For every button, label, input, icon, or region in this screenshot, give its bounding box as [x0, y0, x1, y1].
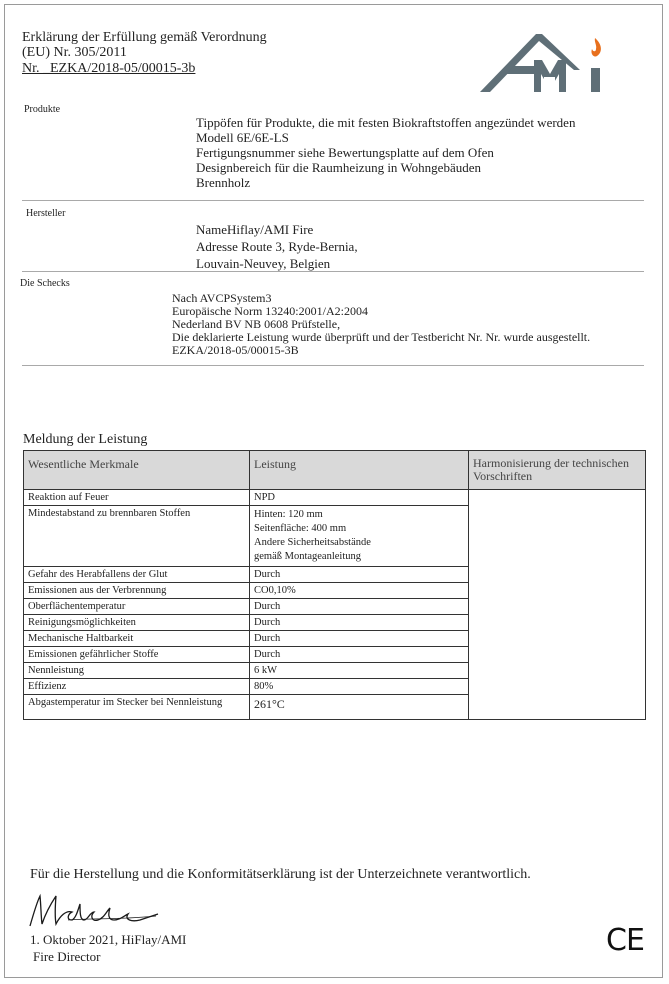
header-harmonization: Harmonisierung der technischen Vorschriften [469, 451, 646, 490]
feature-cell: Gefahr des Herabfallens der Glut [24, 567, 250, 583]
value-cell: Durch [250, 631, 469, 647]
value-cell: Durch [250, 647, 469, 663]
value-cell: 261°C [250, 695, 469, 720]
value-cell: Durch [250, 567, 469, 583]
value-cell: CO0,10% [250, 583, 469, 599]
manufacturer-line: Louvain-Neuvey, Belgien [196, 256, 331, 271]
header-performance: Leistung [250, 451, 469, 490]
signatory-role: Fire Director [33, 949, 101, 964]
checks-line: Nederland BV NB 0608 Prüfstelle, [172, 317, 341, 331]
ce-mark: CE [606, 923, 644, 958]
feature-cell: Reinigungsmöglichkeiten [24, 615, 250, 631]
feature-cell: Abgastemperatur im Stecker bei Nennleistung [24, 695, 250, 720]
signature [28, 890, 163, 932]
value-line: gemäß Montageanleitung [254, 551, 362, 562]
responsibility-statement: Für die Herstellung und die Konformitätserklärung ist der Unterzeichnete verantwortlich. [30, 867, 531, 882]
manufacturer-label: Hersteller [26, 208, 66, 219]
feature-cell: Oberflächentemperatur [24, 599, 250, 615]
checks-line: EZKA/2018-05/00015-3B [172, 343, 299, 357]
table-row [24, 490, 646, 506]
checks-line: Europäische Norm 13240:2001/A2:2004 [172, 304, 368, 318]
products-line: Designbereich für die Raumheizung in Wohngebäuden [196, 160, 481, 175]
value-cell: Durch [250, 599, 469, 615]
feature-cell: Mindestabstand zu brennbaren Stoffen [24, 506, 250, 567]
feature-cell: Mechanische Haltbarkeit [24, 631, 250, 647]
value-cell: NPD [250, 490, 469, 506]
value-cell [250, 506, 469, 567]
value-cell: 6 kW [250, 663, 469, 679]
table-header-row [24, 451, 646, 490]
products-text [196, 115, 575, 190]
value-line: Seitenfläche: 400 mm [254, 523, 347, 534]
performance-table [23, 450, 646, 720]
value-cell: 80% [250, 679, 469, 695]
manufacturer-line: NameHiflay/AMI Fire [196, 222, 314, 237]
products-line: Modell 6E/6E-LS [196, 130, 289, 145]
doc-number: Nr. _EZKA/2018-05/00015-3b [22, 61, 196, 76]
products-line: Tippöfen für Produkte, die mit festen Biokraftstoffen angezündet werden [196, 115, 576, 130]
feature-cell: Emissionen gefährlicher Stoffe [24, 647, 250, 663]
checks-text [172, 292, 590, 357]
header-features: Wesentliche Merkmale [24, 451, 250, 490]
feature-cell: Emissionen aus der Verbrennung [24, 583, 250, 599]
value-cell: Durch [250, 615, 469, 631]
doc-title-line1: Erklärung der Erfüllung gemäß Verordnung [22, 30, 267, 45]
feature-cell: Nennleistung [24, 663, 250, 679]
performance-title: Meldung der Leistung [23, 432, 148, 447]
products-line: Fertigungsnummer siehe Bewertungsplatte auf dem Ofen [196, 145, 494, 160]
ami-logo [476, 30, 606, 96]
value-line: Andere Sicherheitsabstände [254, 537, 371, 548]
doc-title-line2: (EU) Nr. 305/2011 [22, 45, 127, 60]
harmonization-cell [469, 490, 646, 720]
signature-date: 1. Oktober 2021, HiFlay/AMI [30, 932, 187, 947]
products-line: Brennholz [196, 175, 251, 190]
products-label: Produkte [24, 104, 61, 115]
divider [22, 271, 644, 272]
checks-line: Nach AVCPSystem3 [172, 291, 272, 305]
checks-label: Die Schecks [20, 278, 70, 289]
feature-cell: Effizienz [24, 679, 250, 695]
divider [22, 200, 644, 201]
manufacturer-line: Adresse Route 3, Ryde-Bernia, [196, 239, 358, 254]
divider [22, 365, 644, 366]
checks-line: Die deklarierte Leistung wurde überprüft und der Testbericht Nr. Nr. wurde ausgestellt. [172, 330, 591, 344]
feature-cell: Reaktion auf Feuer [24, 490, 250, 506]
value-line: Hinten: 120 mm [254, 509, 323, 520]
manufacturer-text [196, 221, 358, 272]
